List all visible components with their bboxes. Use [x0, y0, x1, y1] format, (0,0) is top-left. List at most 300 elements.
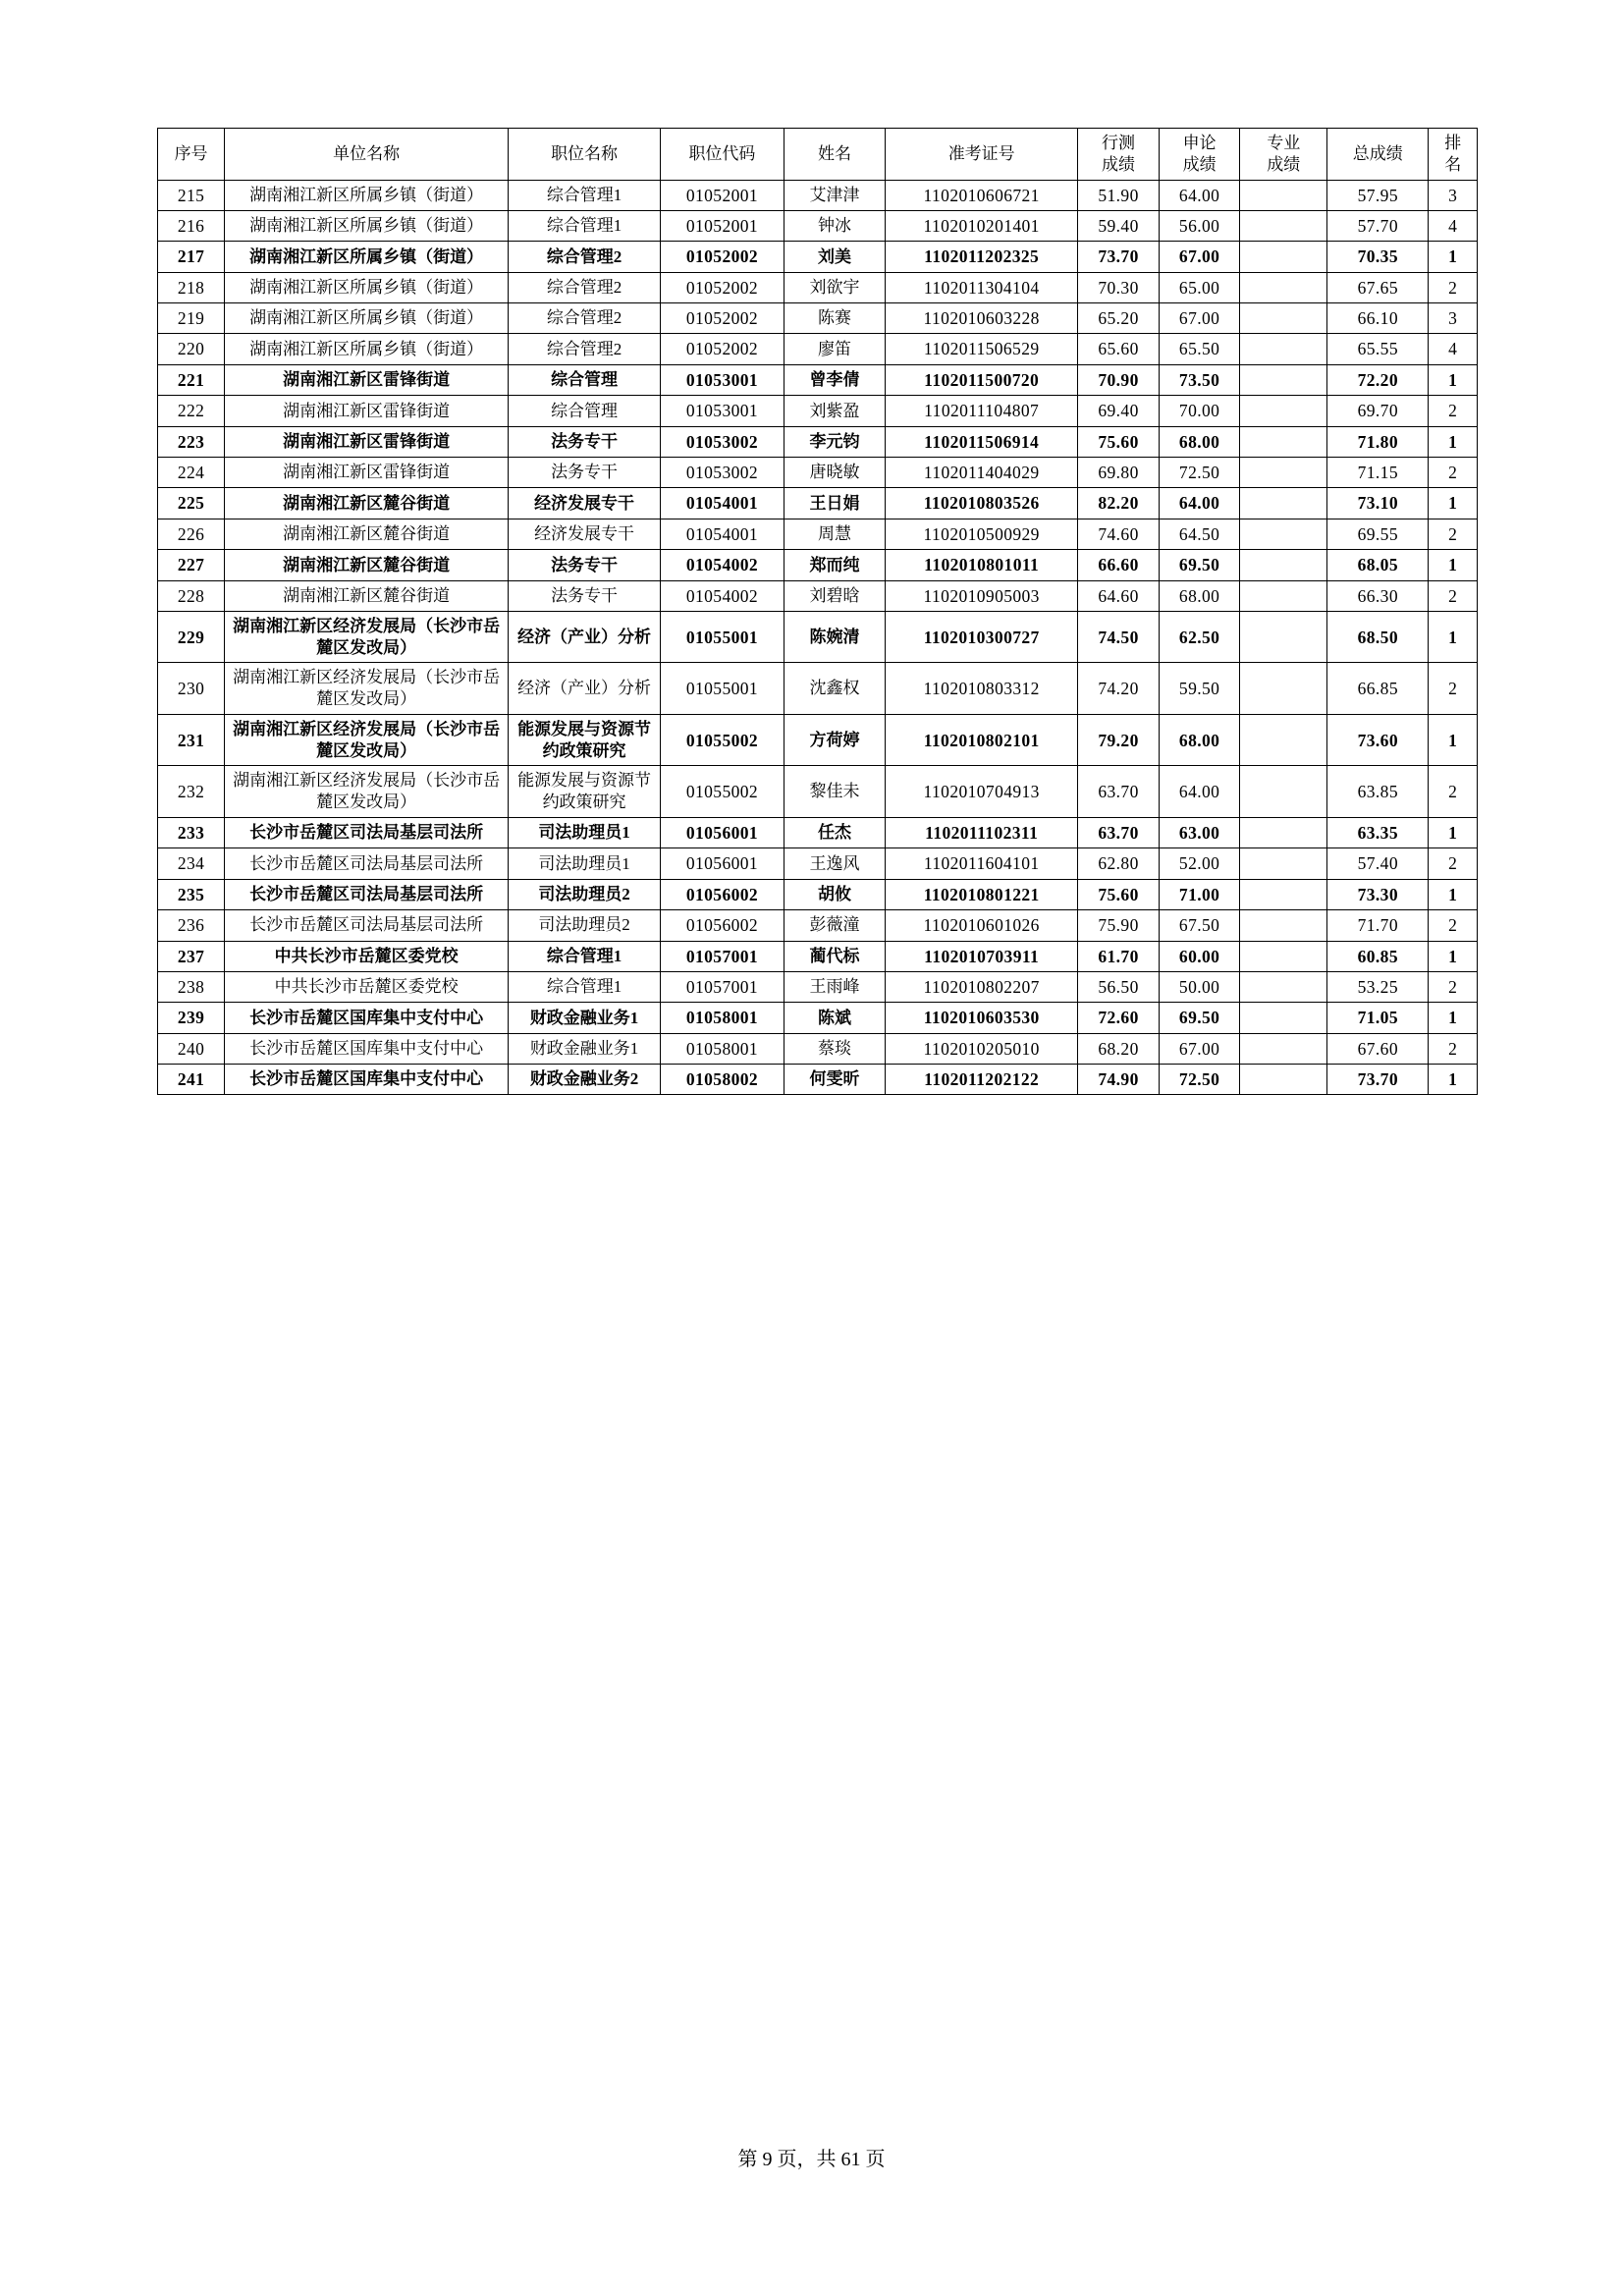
cell-name: 黎佳未: [784, 766, 885, 818]
cell-shenlun-score: 64.50: [1159, 519, 1240, 549]
cell-xingce-score: 74.50: [1078, 611, 1160, 663]
cell-index: 229: [158, 611, 225, 663]
cell-total-score: 71.70: [1327, 910, 1429, 941]
cell-major-score: [1240, 272, 1327, 302]
header-index: 序号: [158, 129, 225, 181]
cell-xingce-score: 75.90: [1078, 910, 1160, 941]
cell-ticket: 1102010802101: [886, 714, 1078, 766]
cell-total-score: 71.80: [1327, 426, 1429, 457]
cell-name: 王雨峰: [784, 971, 885, 1002]
cell-index: 225: [158, 488, 225, 519]
cell-unit: 长沙市岳麓区司法局基层司法所: [225, 848, 509, 879]
cell-name: 胡攸: [784, 879, 885, 909]
cell-major-score: [1240, 848, 1327, 879]
cell-major-score: [1240, 303, 1327, 334]
cell-major-score: [1240, 334, 1327, 364]
cell-shenlun-score: 68.00: [1159, 580, 1240, 611]
cell-name: 刘紫盈: [784, 396, 885, 426]
cell-rank: 2: [1429, 663, 1478, 715]
cell-index: 236: [158, 910, 225, 941]
cell-ticket: 1102010606721: [886, 180, 1078, 210]
cell-rank: 1: [1429, 242, 1478, 272]
cell-name: 沈鑫权: [784, 663, 885, 715]
cell-ticket: 1102011102311: [886, 817, 1078, 847]
table-row: [158, 519, 1478, 549]
cell-shenlun-score: 64.00: [1159, 488, 1240, 519]
cell-total-score: 66.30: [1327, 580, 1429, 611]
cell-xingce-score: 73.70: [1078, 242, 1160, 272]
cell-total-score: 66.10: [1327, 303, 1429, 334]
cell-xingce-score: 59.40: [1078, 210, 1160, 241]
cell-position-code: 01054002: [660, 580, 784, 611]
cell-total-score: 60.85: [1327, 941, 1429, 971]
cell-position: 司法助理员2: [509, 879, 661, 909]
cell-ticket: 1102010704913: [886, 766, 1078, 818]
cell-unit: 湖南湘江新区所属乡镇（街道）: [225, 334, 509, 364]
cell-total-score: 71.15: [1327, 458, 1429, 488]
cell-total-score: 53.25: [1327, 971, 1429, 1002]
table-row: [158, 766, 1478, 818]
cell-position: 经济发展专干: [509, 519, 661, 549]
cell-unit: 湖南湘江新区麓谷街道: [225, 550, 509, 580]
table-row: [158, 879, 1478, 909]
cell-rank: 1: [1429, 817, 1478, 847]
cell-xingce-score: 63.70: [1078, 766, 1160, 818]
cell-rank: 3: [1429, 303, 1478, 334]
cell-shenlun-score: 72.50: [1159, 1065, 1240, 1095]
cell-rank: 1: [1429, 714, 1478, 766]
cell-index: 238: [158, 971, 225, 1002]
cell-index: 227: [158, 550, 225, 580]
cell-rank: 1: [1429, 364, 1478, 395]
cell-unit: 湖南湘江新区经济发展局（长沙市岳麓区发改局）: [225, 714, 509, 766]
cell-total-score: 73.30: [1327, 879, 1429, 909]
cell-rank: 4: [1429, 334, 1478, 364]
cell-unit: 长沙市岳麓区司法局基层司法所: [225, 817, 509, 847]
cell-position-code: 01058002: [660, 1065, 784, 1095]
cell-name: 蔡琰: [784, 1033, 885, 1064]
cell-shenlun-score: 65.50: [1159, 334, 1240, 364]
cell-ticket: 1102011104807: [886, 396, 1078, 426]
cell-total-score: 63.35: [1327, 817, 1429, 847]
cell-name: 方荷婷: [784, 714, 885, 766]
cell-rank: 2: [1429, 458, 1478, 488]
cell-name: 王逸风: [784, 848, 885, 879]
cell-shenlun-score: 63.00: [1159, 817, 1240, 847]
cell-major-score: [1240, 426, 1327, 457]
table-row: [158, 272, 1478, 302]
page-footer: 第 9 页，共 61 页: [737, 2149, 886, 2170]
header-major-line2: 成绩: [1267, 154, 1301, 174]
cell-xingce-score: 70.30: [1078, 272, 1160, 302]
cell-ticket: 1102010603228: [886, 303, 1078, 334]
cell-xingce-score: 68.20: [1078, 1033, 1160, 1064]
cell-name: 周慧: [784, 519, 885, 549]
cell-ticket: 1102010801011: [886, 550, 1078, 580]
cell-name: 刘美: [784, 242, 885, 272]
cell-total-score: 70.35: [1327, 242, 1429, 272]
cell-position-code: 01053001: [660, 364, 784, 395]
header-position-code: 职位代码: [660, 129, 784, 181]
cell-name: 李元钧: [784, 426, 885, 457]
header-rank-line2: 名: [1444, 154, 1462, 174]
table-row: [158, 242, 1478, 272]
cell-rank: 2: [1429, 1033, 1478, 1064]
cell-index: 215: [158, 180, 225, 210]
cell-unit: 湖南湘江新区所属乡镇（街道）: [225, 272, 509, 302]
cell-position-code: 01055001: [660, 611, 784, 663]
cell-index: 218: [158, 272, 225, 302]
cell-rank: 2: [1429, 519, 1478, 549]
cell-shenlun-score: 67.00: [1159, 1033, 1240, 1064]
table-row: [158, 334, 1478, 364]
cell-major-score: [1240, 396, 1327, 426]
cell-position-code: 01057001: [660, 971, 784, 1002]
cell-unit: 湖南湘江新区所属乡镇（街道）: [225, 180, 509, 210]
cell-total-score: 57.40: [1327, 848, 1429, 879]
cell-position: 综合管理2: [509, 272, 661, 302]
cell-position: 综合管理2: [509, 334, 661, 364]
table-row: [158, 1065, 1478, 1095]
cell-position-code: 01057001: [660, 941, 784, 971]
cell-shenlun-score: 59.50: [1159, 663, 1240, 715]
cell-total-score: 63.85: [1327, 766, 1429, 818]
cell-total-score: 73.70: [1327, 1065, 1429, 1095]
cell-xingce-score: 72.60: [1078, 1003, 1160, 1033]
cell-position: 综合管理1: [509, 971, 661, 1002]
cell-position: 法务专干: [509, 550, 661, 580]
cell-major-score: [1240, 879, 1327, 909]
cell-name: 刘欲宇: [784, 272, 885, 302]
cell-total-score: 67.60: [1327, 1033, 1429, 1064]
cell-rank: 1: [1429, 1003, 1478, 1033]
table-row: [158, 971, 1478, 1002]
cell-unit: 湖南湘江新区雷锋街道: [225, 426, 509, 457]
cell-position-code: 01053001: [660, 396, 784, 426]
cell-position-code: 01058001: [660, 1003, 784, 1033]
cell-index: 230: [158, 663, 225, 715]
cell-major-score: [1240, 488, 1327, 519]
cell-xingce-score: 79.20: [1078, 714, 1160, 766]
cell-name: 陈赛: [784, 303, 885, 334]
cell-index: 224: [158, 458, 225, 488]
cell-major-score: [1240, 971, 1327, 1002]
exam-results-table: [157, 128, 1478, 1095]
cell-xingce-score: 65.20: [1078, 303, 1160, 334]
cell-major-score: [1240, 910, 1327, 941]
cell-index: 226: [158, 519, 225, 549]
cell-xingce-score: 62.80: [1078, 848, 1160, 879]
cell-position: 综合管理1: [509, 941, 661, 971]
table-header: [158, 129, 1478, 181]
cell-xingce-score: 69.40: [1078, 396, 1160, 426]
cell-unit: 长沙市岳麓区司法局基层司法所: [225, 910, 509, 941]
cell-unit: 湖南湘江新区所属乡镇（街道）: [225, 210, 509, 241]
cell-total-score: 73.60: [1327, 714, 1429, 766]
cell-shenlun-score: 64.00: [1159, 180, 1240, 210]
table-row: [158, 1003, 1478, 1033]
cell-index: 233: [158, 817, 225, 847]
cell-ticket: 1102011304104: [886, 272, 1078, 302]
cell-shenlun-score: 62.50: [1159, 611, 1240, 663]
cell-ticket: 1102010905003: [886, 580, 1078, 611]
cell-index: 235: [158, 879, 225, 909]
cell-xingce-score: 74.60: [1078, 519, 1160, 549]
cell-major-score: [1240, 941, 1327, 971]
cell-shenlun-score: 50.00: [1159, 971, 1240, 1002]
table-row: [158, 396, 1478, 426]
cell-total-score: 67.65: [1327, 272, 1429, 302]
cell-rank: 1: [1429, 550, 1478, 580]
cell-ticket: 1102010803312: [886, 663, 1078, 715]
cell-shenlun-score: 60.00: [1159, 941, 1240, 971]
cell-position: 财政金融业务1: [509, 1003, 661, 1033]
cell-rank: 2: [1429, 766, 1478, 818]
cell-position: 财政金融业务2: [509, 1065, 661, 1095]
header-row: [158, 129, 1478, 181]
table-row: [158, 580, 1478, 611]
cell-unit: 湖南湘江新区麓谷街道: [225, 488, 509, 519]
cell-name: 钟冰: [784, 210, 885, 241]
cell-major-score: [1240, 611, 1327, 663]
cell-index: 232: [158, 766, 225, 818]
cell-major-score: [1240, 210, 1327, 241]
cell-total-score: 65.55: [1327, 334, 1429, 364]
header-shenlun: [1159, 129, 1240, 181]
header-ticket: 准考证号: [886, 129, 1078, 181]
cell-xingce-score: 70.90: [1078, 364, 1160, 395]
cell-total-score: 72.20: [1327, 364, 1429, 395]
cell-major-score: [1240, 766, 1327, 818]
cell-shenlun-score: 69.50: [1159, 1003, 1240, 1033]
header-shenlun-line1: 申论: [1182, 134, 1217, 152]
cell-position-code: 01052001: [660, 210, 784, 241]
cell-position: 经济（产业）分析: [509, 663, 661, 715]
table-row: [158, 611, 1478, 663]
table-row: [158, 364, 1478, 395]
cell-position-code: 01052002: [660, 242, 784, 272]
cell-xingce-score: 66.60: [1078, 550, 1160, 580]
table-row: [158, 426, 1478, 457]
header-major: [1240, 129, 1327, 181]
cell-rank: 2: [1429, 272, 1478, 302]
results-table-container: [157, 128, 1478, 1095]
cell-rank: 2: [1429, 580, 1478, 611]
cell-index: 217: [158, 242, 225, 272]
cell-total-score: 68.05: [1327, 550, 1429, 580]
cell-index: 237: [158, 941, 225, 971]
cell-shenlun-score: 64.00: [1159, 766, 1240, 818]
cell-major-score: [1240, 364, 1327, 395]
cell-unit: 湖南湘江新区经济发展局（长沙市岳麓区发改局）: [225, 766, 509, 818]
cell-major-score: [1240, 714, 1327, 766]
cell-rank: 2: [1429, 848, 1478, 879]
cell-position: 综合管理: [509, 396, 661, 426]
cell-position: 能源发展与资源节约政策研究: [509, 714, 661, 766]
cell-rank: 1: [1429, 426, 1478, 457]
cell-ticket: 1102010205010: [886, 1033, 1078, 1064]
cell-index: 228: [158, 580, 225, 611]
cell-unit: 湖南湘江新区雷锋街道: [225, 396, 509, 426]
cell-shenlun-score: 67.00: [1159, 303, 1240, 334]
cell-unit: 湖南湘江新区雷锋街道: [225, 364, 509, 395]
cell-xingce-score: 75.60: [1078, 426, 1160, 457]
cell-major-score: [1240, 242, 1327, 272]
cell-ticket: 1102010801221: [886, 879, 1078, 909]
cell-ticket: 1102010802207: [886, 971, 1078, 1002]
cell-unit: 湖南湘江新区麓谷街道: [225, 580, 509, 611]
cell-position-code: 01055002: [660, 766, 784, 818]
cell-name: 陈斌: [784, 1003, 885, 1033]
cell-position-code: 01053002: [660, 426, 784, 457]
header-major-line1: 专业: [1267, 134, 1301, 152]
cell-unit: 湖南湘江新区所属乡镇（街道）: [225, 303, 509, 334]
cell-name: 陈婉清: [784, 611, 885, 663]
cell-position: 能源发展与资源节约政策研究: [509, 766, 661, 818]
cell-position-code: 01052001: [660, 180, 784, 210]
cell-ticket: 1102010703911: [886, 941, 1078, 971]
cell-position: 综合管理1: [509, 180, 661, 210]
cell-index: 234: [158, 848, 225, 879]
cell-index: 222: [158, 396, 225, 426]
cell-shenlun-score: 67.00: [1159, 242, 1240, 272]
cell-position-code: 01052002: [660, 303, 784, 334]
cell-ticket: 1102011604101: [886, 848, 1078, 879]
cell-position: 经济（产业）分析: [509, 611, 661, 663]
cell-rank: 1: [1429, 1065, 1478, 1095]
cell-unit: 湖南湘江新区经济发展局（长沙市岳麓区发改局）: [225, 611, 509, 663]
cell-ticket: 1102010803526: [886, 488, 1078, 519]
header-rank: [1429, 129, 1478, 181]
cell-shenlun-score: 52.00: [1159, 848, 1240, 879]
header-total: 总成绩: [1327, 129, 1429, 181]
cell-rank: 2: [1429, 396, 1478, 426]
header-xingce: [1078, 129, 1160, 181]
cell-index: 220: [158, 334, 225, 364]
cell-total-score: 69.70: [1327, 396, 1429, 426]
cell-major-score: [1240, 458, 1327, 488]
cell-xingce-score: 51.90: [1078, 180, 1160, 210]
cell-ticket: 1102011506914: [886, 426, 1078, 457]
cell-position-code: 01056002: [660, 910, 784, 941]
cell-rank: 4: [1429, 210, 1478, 241]
cell-name: 彭薇潼: [784, 910, 885, 941]
cell-major-score: [1240, 180, 1327, 210]
cell-position: 法务专干: [509, 458, 661, 488]
cell-unit: 长沙市岳麓区国库集中支付中心: [225, 1003, 509, 1033]
cell-position: 法务专干: [509, 580, 661, 611]
cell-name: 郑而纯: [784, 550, 885, 580]
cell-unit: 长沙市岳麓区司法局基层司法所: [225, 879, 509, 909]
cell-index: 239: [158, 1003, 225, 1033]
cell-xingce-score: 69.80: [1078, 458, 1160, 488]
cell-index: 221: [158, 364, 225, 395]
cell-index: 223: [158, 426, 225, 457]
header-position: 职位名称: [509, 129, 661, 181]
table-row: [158, 663, 1478, 715]
cell-position-code: 01054001: [660, 488, 784, 519]
cell-ticket: 1102010201401: [886, 210, 1078, 241]
cell-name: 刘碧晗: [784, 580, 885, 611]
cell-position-code: 01052002: [660, 334, 784, 364]
cell-name: 廖笛: [784, 334, 885, 364]
cell-major-score: [1240, 1065, 1327, 1095]
cell-unit: 湖南湘江新区所属乡镇（街道）: [225, 242, 509, 272]
cell-total-score: 73.10: [1327, 488, 1429, 519]
cell-ticket: 1102011500720: [886, 364, 1078, 395]
cell-position-code: 01056001: [660, 817, 784, 847]
cell-index: 216: [158, 210, 225, 241]
header-name: 姓名: [784, 129, 885, 181]
cell-xingce-score: 74.90: [1078, 1065, 1160, 1095]
cell-position: 司法助理员1: [509, 848, 661, 879]
table-row: [158, 941, 1478, 971]
cell-shenlun-score: 69.50: [1159, 550, 1240, 580]
cell-ticket: 1102010500929: [886, 519, 1078, 549]
cell-xingce-score: 61.70: [1078, 941, 1160, 971]
cell-position: 法务专干: [509, 426, 661, 457]
table-row: [158, 488, 1478, 519]
table-row: [158, 210, 1478, 241]
cell-total-score: 66.85: [1327, 663, 1429, 715]
cell-rank: 1: [1429, 488, 1478, 519]
cell-position: 综合管理2: [509, 242, 661, 272]
cell-position: 司法助理员1: [509, 817, 661, 847]
cell-name: 艾津津: [784, 180, 885, 210]
cell-rank: 2: [1429, 910, 1478, 941]
table-row: [158, 910, 1478, 941]
table-row: [158, 1033, 1478, 1064]
cell-ticket: 1102010300727: [886, 611, 1078, 663]
cell-name: 何雯昕: [784, 1065, 885, 1095]
cell-position: 综合管理1: [509, 210, 661, 241]
cell-name: 蔺代标: [784, 941, 885, 971]
cell-rank: 3: [1429, 180, 1478, 210]
cell-rank: 2: [1429, 971, 1478, 1002]
cell-unit: 湖南湘江新区雷锋街道: [225, 458, 509, 488]
table-row: [158, 848, 1478, 879]
cell-name: 曾李倩: [784, 364, 885, 395]
cell-name: 任杰: [784, 817, 885, 847]
cell-name: 唐晓敏: [784, 458, 885, 488]
table-row: [158, 817, 1478, 847]
table-row: [158, 303, 1478, 334]
cell-shenlun-score: 65.00: [1159, 272, 1240, 302]
cell-position-code: 01054002: [660, 550, 784, 580]
cell-xingce-score: 63.70: [1078, 817, 1160, 847]
cell-position: 综合管理2: [509, 303, 661, 334]
cell-major-score: [1240, 663, 1327, 715]
cell-xingce-score: 64.60: [1078, 580, 1160, 611]
cell-index: 231: [158, 714, 225, 766]
cell-shenlun-score: 73.50: [1159, 364, 1240, 395]
cell-shenlun-score: 72.50: [1159, 458, 1240, 488]
header-unit: 单位名称: [225, 129, 509, 181]
cell-unit: 长沙市岳麓区国库集中支付中心: [225, 1065, 509, 1095]
header-xingce-line2: 成绩: [1102, 154, 1136, 174]
cell-position-code: 01058001: [660, 1033, 784, 1064]
cell-unit: 中共长沙市岳麓区委党校: [225, 971, 509, 1002]
cell-ticket: 1102011202325: [886, 242, 1078, 272]
cell-index: 240: [158, 1033, 225, 1064]
cell-total-score: 57.70: [1327, 210, 1429, 241]
cell-total-score: 68.50: [1327, 611, 1429, 663]
cell-shenlun-score: 68.00: [1159, 714, 1240, 766]
cell-position-code: 01053002: [660, 458, 784, 488]
cell-major-score: [1240, 519, 1327, 549]
cell-shenlun-score: 71.00: [1159, 879, 1240, 909]
cell-position-code: 01055001: [660, 663, 784, 715]
